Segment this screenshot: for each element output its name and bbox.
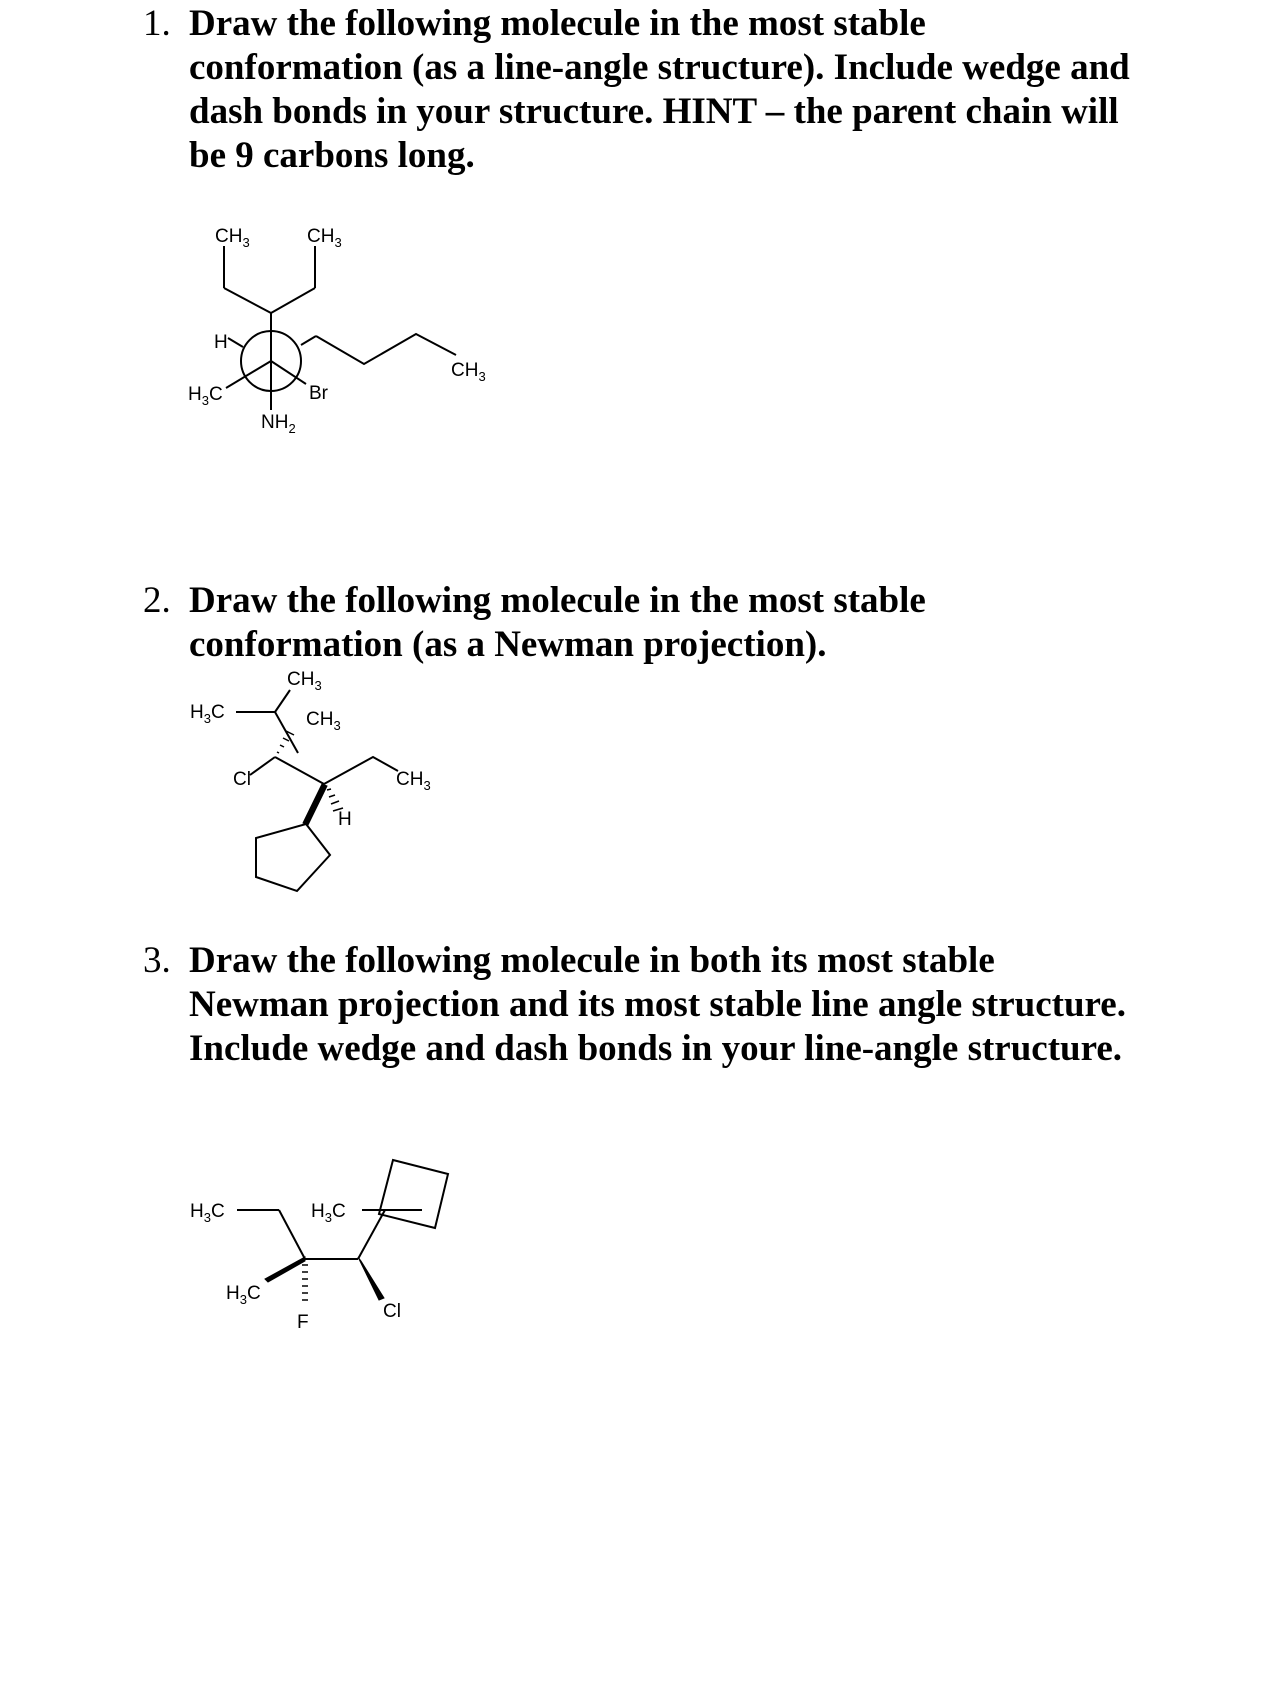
h3c-label: $H_3C$ — [190, 702, 225, 726]
ch3-label: $CH_3$ — [451, 360, 486, 384]
question-2-number: 2. — [143, 580, 171, 621]
h-label: H — [214, 332, 228, 353]
ch3-label: $CH_3$ — [287, 669, 322, 693]
h3c-label: $H_3C$ — [190, 1201, 225, 1225]
ch3-label: $CH_3$ — [215, 226, 250, 250]
cl-label: Cl — [233, 769, 251, 790]
f-label: F — [297, 1312, 309, 1333]
br-label: Br — [309, 383, 328, 404]
cl-label: Cl — [383, 1301, 401, 1322]
question-1-text: Draw the following molecule in the most stable conformation (as a line-angle structure). Include wedge and dash bonds in your structure. HINT – the parent chain will be 9 carbons long. — [189, 3, 1130, 176]
h3c-label: $H_3C$ — [311, 1201, 346, 1225]
h-label: H — [338, 809, 352, 830]
h3c-label: $H_3C$ — [188, 384, 223, 408]
question-3-text: Draw the following molecule in both its most stable Newman projection and its most stable line angle structure. Include wedge and dash bonds in your line-angle structure. — [189, 940, 1126, 1069]
question-2-text: Draw the following molecule in the most stable conformation (as a Newman projection). — [189, 580, 926, 665]
ch3-label: $CH_3$ — [306, 709, 341, 733]
ch3-label: $CH_3$ — [396, 769, 431, 793]
question-1-number: 1. — [143, 3, 171, 44]
nh2-label: $NH_2$ — [261, 412, 296, 436]
h3c-label: $H_3C$ — [226, 1283, 261, 1307]
question-3-number: 3. — [143, 940, 171, 981]
ch3-label: $CH_3$ — [307, 226, 342, 250]
